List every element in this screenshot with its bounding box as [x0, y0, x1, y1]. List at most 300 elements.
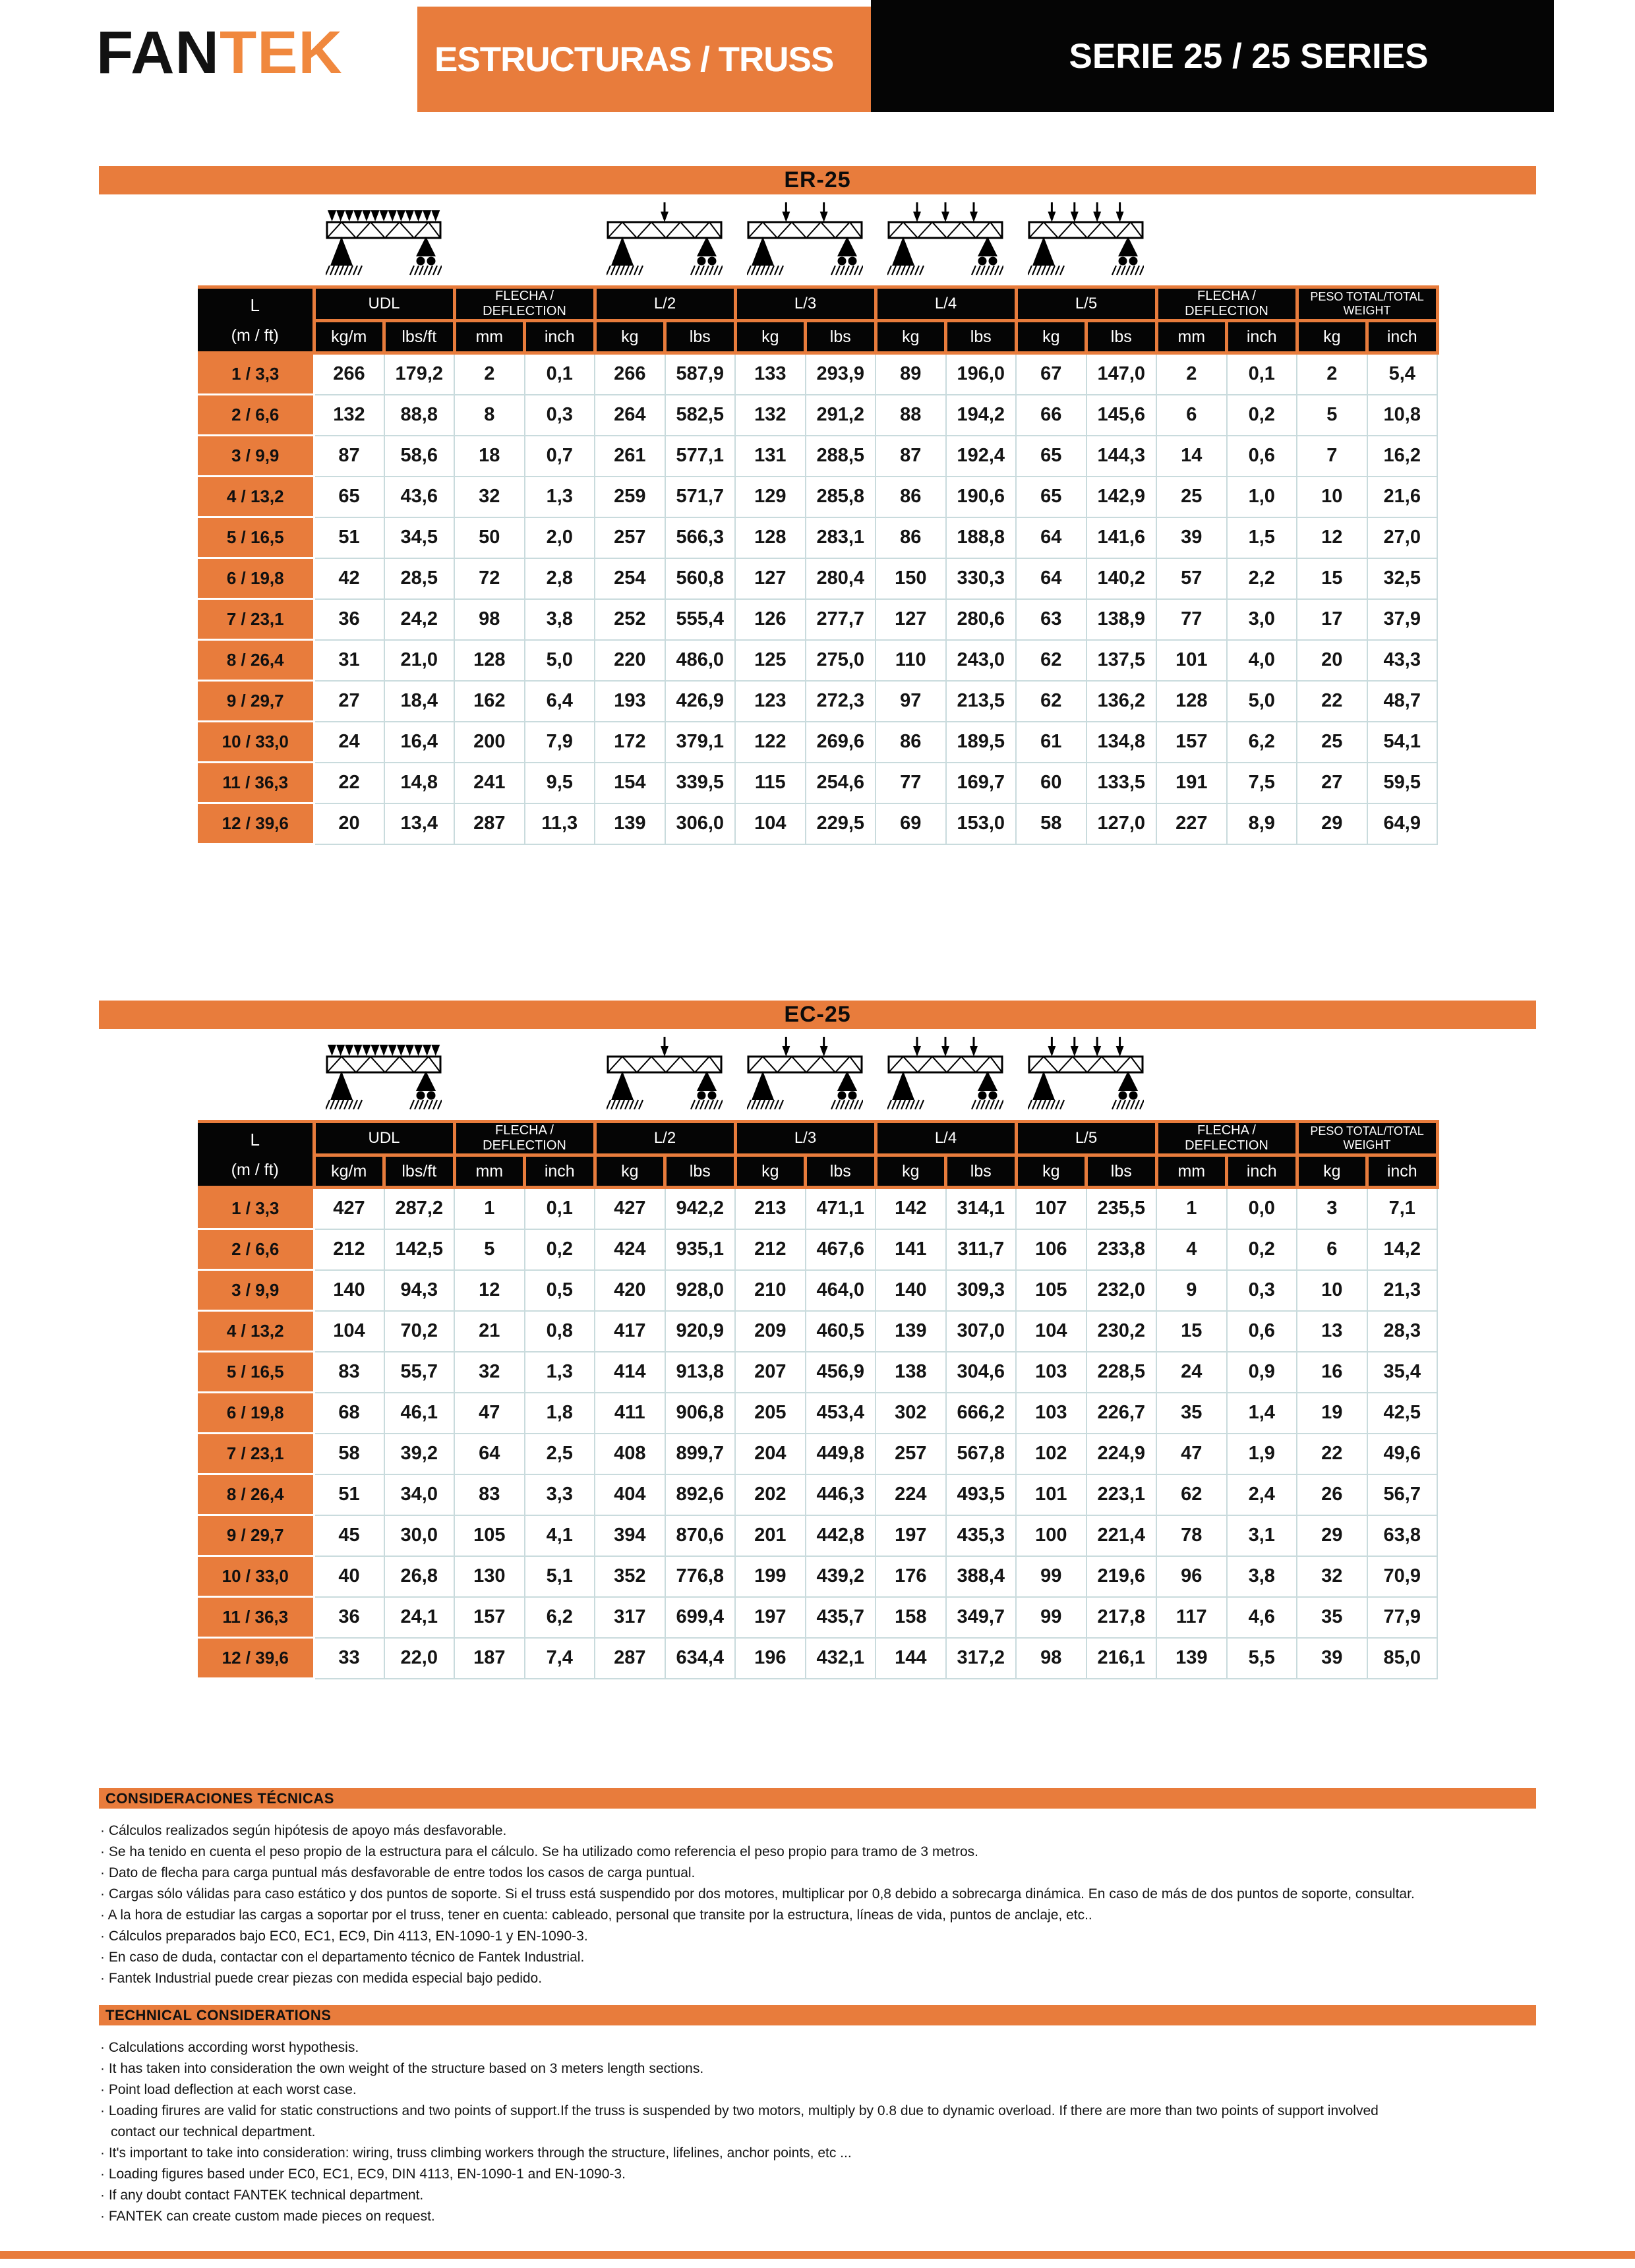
value-cell: 69: [876, 803, 946, 844]
value-cell: 144,3: [1086, 436, 1157, 477]
value-cell: 306,0: [665, 803, 736, 844]
unit-header: kg: [1297, 321, 1367, 353]
value-cell: 302: [876, 1393, 946, 1434]
value-cell: 7,5: [1227, 763, 1297, 803]
value-cell: 104: [735, 803, 806, 844]
value-cell: 935,1: [665, 1229, 736, 1270]
value-cell: 24,1: [384, 1597, 455, 1638]
value-cell: 243,0: [946, 640, 1017, 681]
value-cell: 432,1: [806, 1638, 876, 1679]
value-cell: 199: [735, 1556, 806, 1597]
value-cell: 228,5: [1086, 1352, 1157, 1393]
value-cell: 9,5: [525, 763, 595, 803]
value-cell: 31: [314, 640, 384, 681]
value-cell: 39: [1297, 1638, 1367, 1679]
value-cell: 141: [876, 1229, 946, 1270]
value-cell: 21,3: [1367, 1270, 1438, 1311]
value-cell: 123: [735, 681, 806, 722]
value-cell: 420: [595, 1270, 665, 1311]
value-cell: 388,4: [946, 1556, 1017, 1597]
length-symbol: L: [250, 295, 260, 315]
value-cell: 96: [1156, 1556, 1227, 1597]
er25-title-bar: [99, 166, 1536, 194]
value-cell: 213: [735, 1188, 806, 1229]
length-cell: 1 / 3,3: [198, 1188, 314, 1229]
value-cell: 699,4: [665, 1597, 736, 1638]
value-cell: 424: [595, 1229, 665, 1270]
value-cell: 339,5: [665, 763, 736, 803]
value-cell: 0,1: [1227, 353, 1297, 395]
value-cell: 210: [735, 1270, 806, 1311]
value-cell: 266: [314, 353, 384, 395]
length-cell: 11 / 36,3: [198, 763, 314, 803]
col-group-l5: L/5: [1016, 287, 1156, 321]
table-row: [198, 477, 1437, 517]
value-cell: 287: [595, 1638, 665, 1679]
value-cell: 254,6: [806, 763, 876, 803]
value-cell: 408: [595, 1434, 665, 1474]
value-cell: 20: [1297, 640, 1367, 681]
value-cell: 89: [876, 353, 946, 395]
value-cell: 15: [1156, 1311, 1227, 1352]
value-cell: 275,0: [806, 640, 876, 681]
note-line: · Dato de flecha para carga puntual más desfavorable de entre todos los casos de carga puntual.: [100, 1863, 1536, 1884]
value-cell: 65: [1016, 436, 1086, 477]
value-cell: 291,2: [806, 395, 876, 436]
col-group-l4: L/4: [876, 1122, 1016, 1155]
length-cell: 5 / 16,5: [198, 1352, 314, 1393]
value-cell: 20: [314, 803, 384, 844]
value-cell: 18: [454, 436, 525, 477]
value-cell: 1: [1156, 1188, 1227, 1229]
length-cell: 4 / 13,2: [198, 477, 314, 517]
value-cell: 216,1: [1086, 1638, 1157, 1679]
value-cell: 241: [454, 763, 525, 803]
value-cell: 139: [876, 1311, 946, 1352]
l5-point-load-diagram: [1028, 197, 1144, 284]
value-cell: 154: [595, 763, 665, 803]
value-cell: 25: [1156, 477, 1227, 517]
technical-notes: [99, 1788, 1536, 2243]
value-cell: 2,8: [525, 558, 595, 599]
value-cell: 128: [454, 640, 525, 681]
table-row: [198, 599, 1437, 640]
value-cell: 212: [314, 1229, 384, 1270]
value-cell: 257: [595, 517, 665, 558]
value-cell: 426,9: [665, 681, 736, 722]
value-cell: 446,3: [806, 1474, 876, 1515]
value-cell: 58: [314, 1434, 384, 1474]
note-line: · If any doubt contact FANTEK technical department.: [100, 2185, 1536, 2206]
value-cell: 50: [454, 517, 525, 558]
value-cell: 142: [876, 1188, 946, 1229]
length-units: (m / ft): [231, 1160, 279, 1179]
value-cell: 202: [735, 1474, 806, 1515]
value-cell: 427: [595, 1188, 665, 1229]
value-cell: 19: [1297, 1393, 1367, 1434]
value-cell: 0,6: [1227, 1311, 1297, 1352]
value-cell: 78: [1156, 1515, 1227, 1556]
value-cell: 140: [876, 1270, 946, 1311]
value-cell: 86: [876, 477, 946, 517]
value-cell: 21,0: [384, 640, 455, 681]
value-cell: 22: [314, 763, 384, 803]
value-cell: 920,9: [665, 1311, 736, 1352]
value-cell: 567,8: [946, 1434, 1017, 1474]
value-cell: 157: [454, 1597, 525, 1638]
col-group-udl: UDL: [314, 1122, 454, 1155]
value-cell: 197: [735, 1597, 806, 1638]
value-cell: 87: [314, 436, 384, 477]
l4-point-load-diagram: [887, 197, 1003, 284]
value-cell: 11,3: [525, 803, 595, 844]
value-cell: 27: [1297, 763, 1367, 803]
table-row: [198, 1393, 1437, 1434]
value-cell: 5: [1297, 395, 1367, 436]
unit-header: lbs: [665, 1155, 736, 1188]
value-cell: 288,5: [806, 436, 876, 477]
unit-header: kg: [1016, 321, 1086, 353]
value-cell: 213,5: [946, 681, 1017, 722]
length-cell: 3 / 9,9: [198, 436, 314, 477]
col-group-deflection-1: FLECHA / DEFLECTION: [454, 287, 595, 321]
value-cell: 6,2: [1227, 722, 1297, 763]
unit-header: kg: [1016, 1155, 1086, 1188]
value-cell: 54,1: [1367, 722, 1438, 763]
value-cell: 464,0: [806, 1270, 876, 1311]
value-cell: 226,7: [1086, 1393, 1157, 1434]
value-cell: 7,1: [1367, 1188, 1438, 1229]
value-cell: 94,3: [384, 1270, 455, 1311]
value-cell: 47: [454, 1393, 525, 1434]
value-cell: 187: [454, 1638, 525, 1679]
unit-header: mm: [1156, 1155, 1227, 1188]
value-cell: 4,1: [525, 1515, 595, 1556]
value-cell: 97: [876, 681, 946, 722]
length-cell: 11 / 36,3: [198, 1597, 314, 1638]
footer-accent-bar: [0, 2251, 1635, 2259]
value-cell: 277,7: [806, 599, 876, 640]
value-cell: 201: [735, 1515, 806, 1556]
value-cell: 158: [876, 1597, 946, 1638]
value-cell: 5,0: [1227, 681, 1297, 722]
value-cell: 666,2: [946, 1393, 1017, 1434]
value-cell: 285,8: [806, 477, 876, 517]
note-line: · Se ha tenido en cuenta el peso propio de la estructura para el cálculo. Se ha utilizado como referencia el peso propio para tramo de 3 metros.: [100, 1842, 1536, 1863]
value-cell: 220: [595, 640, 665, 681]
notes-es-title-bar: [99, 1788, 1536, 1809]
value-cell: 157: [1156, 722, 1227, 763]
value-cell: 6: [1297, 1229, 1367, 1270]
value-cell: 32,5: [1367, 558, 1438, 599]
value-cell: 287,2: [384, 1188, 455, 1229]
value-cell: 261: [595, 436, 665, 477]
value-cell: 16: [1297, 1352, 1367, 1393]
value-cell: 264: [595, 395, 665, 436]
unit-header: lbs: [946, 1155, 1017, 1188]
er25-section: [99, 166, 1536, 845]
value-cell: 144: [876, 1638, 946, 1679]
value-cell: 68: [314, 1393, 384, 1434]
value-cell: 7,9: [525, 722, 595, 763]
value-cell: 223,1: [1086, 1474, 1157, 1515]
value-cell: 427: [314, 1188, 384, 1229]
value-cell: 25: [1297, 722, 1367, 763]
value-cell: 254: [595, 558, 665, 599]
value-cell: 471,1: [806, 1188, 876, 1229]
value-cell: 266: [595, 353, 665, 395]
value-cell: 2: [1156, 353, 1227, 395]
note-line: · Calculations according worst hypothesis.: [100, 2037, 1536, 2058]
value-cell: 72: [454, 558, 525, 599]
value-cell: 64: [1016, 517, 1086, 558]
value-cell: 0,1: [525, 1188, 595, 1229]
value-cell: 560,8: [665, 558, 736, 599]
value-cell: 634,4: [665, 1638, 736, 1679]
value-cell: 0,8: [525, 1311, 595, 1352]
unit-header: lbs: [806, 1155, 876, 1188]
length-cell: 4 / 13,2: [198, 1311, 314, 1352]
value-cell: 582,5: [665, 395, 736, 436]
value-cell: 207: [735, 1352, 806, 1393]
length-cell: 3 / 9,9: [198, 1270, 314, 1311]
value-cell: 22,0: [384, 1638, 455, 1679]
value-cell: 147,0: [1086, 353, 1157, 395]
value-cell: 217,8: [1086, 1597, 1157, 1638]
value-cell: 27: [314, 681, 384, 722]
value-cell: 0,2: [525, 1229, 595, 1270]
value-cell: 26: [1297, 1474, 1367, 1515]
value-cell: 317: [595, 1597, 665, 1638]
value-cell: 16,2: [1367, 436, 1438, 477]
value-cell: 13: [1297, 1311, 1367, 1352]
value-cell: 51: [314, 517, 384, 558]
value-cell: 7: [1297, 436, 1367, 477]
value-cell: 55,7: [384, 1352, 455, 1393]
value-cell: 6,4: [525, 681, 595, 722]
value-cell: 311,7: [946, 1229, 1017, 1270]
length-cell: 6 / 19,8: [198, 558, 314, 599]
value-cell: 404: [595, 1474, 665, 1515]
value-cell: 12: [454, 1270, 525, 1311]
unit-header: kg/m: [314, 321, 384, 353]
value-cell: 137,5: [1086, 640, 1157, 681]
note-line: · Loading firures are valid for static constructions and two points of support.If the truss is suspended by two motors, multiply by 0.8 due to dynamic overload. If there are more than two points of support involved: [100, 2101, 1536, 2122]
value-cell: 126: [735, 599, 806, 640]
table-row: [198, 1270, 1437, 1311]
value-cell: 1,8: [525, 1393, 595, 1434]
l5-point-load-diagram: [1028, 1032, 1144, 1119]
value-cell: 105: [1016, 1270, 1086, 1311]
value-cell: 196,0: [946, 353, 1017, 395]
value-cell: 0,6: [1227, 436, 1297, 477]
value-cell: 42,5: [1367, 1393, 1438, 1434]
value-cell: 179,2: [384, 353, 455, 395]
unit-header: inch: [1227, 321, 1297, 353]
value-cell: 942,2: [665, 1188, 736, 1229]
note-line: · En caso de duda, contactar con el departamento técnico de Fantek Industrial.: [100, 1947, 1536, 1968]
value-cell: 136,2: [1086, 681, 1157, 722]
value-cell: 309,3: [946, 1270, 1017, 1311]
length-cell: 8 / 26,4: [198, 1474, 314, 1515]
value-cell: 34,0: [384, 1474, 455, 1515]
value-cell: 212: [735, 1229, 806, 1270]
value-cell: 35: [1297, 1597, 1367, 1638]
value-cell: 59,5: [1367, 763, 1438, 803]
l2-point-load-diagram: [607, 1032, 723, 1119]
note-line: · A la hora de estudiar las cargas a soportar por el truss, tener en cuenta: cableado, personal que transite por la estructura, líneas de vida, puntos de anclaje, etc..: [100, 1905, 1536, 1926]
value-cell: 227: [1156, 803, 1227, 844]
length-cell: 5 / 16,5: [198, 517, 314, 558]
value-cell: 0,5: [525, 1270, 595, 1311]
value-cell: 26,8: [384, 1556, 455, 1597]
value-cell: 107: [1016, 1188, 1086, 1229]
value-cell: 29: [1297, 803, 1367, 844]
unit-header: kg: [876, 1155, 946, 1188]
value-cell: 36: [314, 599, 384, 640]
value-cell: 142,9: [1086, 477, 1157, 517]
value-cell: 379,1: [665, 722, 736, 763]
value-cell: 35: [1156, 1393, 1227, 1434]
value-cell: 115: [735, 763, 806, 803]
category-title: ESTRUCTURAS / TRUSS: [434, 40, 834, 79]
value-cell: 280,4: [806, 558, 876, 599]
value-cell: 28,5: [384, 558, 455, 599]
value-cell: 192,4: [946, 436, 1017, 477]
col-group-deflection-2: FLECHA / DEFLECTION: [1156, 287, 1297, 321]
value-cell: 141,6: [1086, 517, 1157, 558]
value-cell: 86: [876, 517, 946, 558]
unit-header: lbs: [1086, 1155, 1157, 1188]
value-cell: 352: [595, 1556, 665, 1597]
value-cell: 8,9: [1227, 803, 1297, 844]
unit-header: kg: [1297, 1155, 1367, 1188]
value-cell: 1,9: [1227, 1434, 1297, 1474]
value-cell: 205: [735, 1393, 806, 1434]
value-cell: 1,5: [1227, 517, 1297, 558]
value-cell: 83: [314, 1352, 384, 1393]
fantek-logo: [96, 19, 343, 86]
value-cell: 307,0: [946, 1311, 1017, 1352]
value-cell: 60: [1016, 763, 1086, 803]
unit-header: lbs: [1086, 321, 1157, 353]
value-cell: 39,2: [384, 1434, 455, 1474]
value-cell: 17: [1297, 599, 1367, 640]
col-group-total-weight: PESO TOTAL/TOTAL WEIGHT: [1297, 287, 1437, 321]
notes-en-title-bar: [99, 2005, 1536, 2025]
value-cell: 571,7: [665, 477, 736, 517]
value-cell: 45: [314, 1515, 384, 1556]
note-line: · Point load deflection at each worst case.: [100, 2079, 1536, 2101]
value-cell: 58: [1016, 803, 1086, 844]
value-cell: 21,6: [1367, 477, 1438, 517]
value-cell: 456,9: [806, 1352, 876, 1393]
value-cell: 5,5: [1227, 1638, 1297, 1679]
value-cell: 134,8: [1086, 722, 1157, 763]
value-cell: 125: [735, 640, 806, 681]
table-row: [198, 1597, 1437, 1638]
value-cell: 10: [1297, 1270, 1367, 1311]
value-cell: 21: [454, 1311, 525, 1352]
unit-header: kg/m: [314, 1155, 384, 1188]
value-cell: 176: [876, 1556, 946, 1597]
value-cell: 3,3: [525, 1474, 595, 1515]
value-cell: 194,2: [946, 395, 1017, 436]
value-cell: 103: [1016, 1352, 1086, 1393]
value-cell: 24: [314, 722, 384, 763]
value-cell: 62: [1016, 681, 1086, 722]
value-cell: 63: [1016, 599, 1086, 640]
table-row: [198, 681, 1437, 722]
value-cell: 417: [595, 1311, 665, 1352]
value-cell: 58,6: [384, 436, 455, 477]
value-cell: 224: [876, 1474, 946, 1515]
value-cell: 892,6: [665, 1474, 736, 1515]
value-cell: 6,2: [525, 1597, 595, 1638]
value-cell: 32: [1297, 1556, 1367, 1597]
unit-header: inch: [525, 1155, 595, 1188]
value-cell: 4: [1156, 1229, 1227, 1270]
unit-header: kg: [595, 321, 665, 353]
units-row: [198, 1155, 1437, 1188]
value-cell: 117: [1156, 1597, 1227, 1638]
unit-header: kg: [735, 321, 806, 353]
table-row: [198, 640, 1437, 681]
length-cell: 2 / 6,6: [198, 1229, 314, 1270]
value-cell: 566,3: [665, 517, 736, 558]
value-cell: 252: [595, 599, 665, 640]
value-cell: 259: [595, 477, 665, 517]
note-line: · Loading figures based under EC0, EC1, EC9, DIN 4113, EN-1090-1 and EN-1090-3.: [100, 2164, 1536, 2185]
value-cell: 12: [1297, 517, 1367, 558]
series-title: SERIE 25 / 25 SERIES: [1069, 36, 1429, 76]
value-cell: 110: [876, 640, 946, 681]
value-cell: 435,7: [806, 1597, 876, 1638]
value-cell: 30,0: [384, 1515, 455, 1556]
value-cell: 870,6: [665, 1515, 736, 1556]
value-cell: 99: [1016, 1556, 1086, 1597]
value-cell: 142,5: [384, 1229, 455, 1270]
value-cell: 1,0: [1227, 477, 1297, 517]
value-cell: 2,5: [525, 1434, 595, 1474]
table-row: [198, 1188, 1437, 1229]
length-cell: 9 / 29,7: [198, 1515, 314, 1556]
notes-en-list: [100, 2037, 1536, 2227]
length-cell: 12 / 39,6: [198, 803, 314, 844]
value-cell: 0,9: [1227, 1352, 1297, 1393]
value-cell: 283,1: [806, 517, 876, 558]
note-line: · Cálculos preparados bajo EC0, EC1, EC9, Din 4113, EN-1090-1 y EN-1090-3.: [100, 1926, 1536, 1947]
value-cell: 191: [1156, 763, 1227, 803]
table-row: [198, 1515, 1437, 1556]
value-cell: 145,6: [1086, 395, 1157, 436]
value-cell: 453,4: [806, 1393, 876, 1434]
value-cell: 140: [314, 1270, 384, 1311]
length-cell: 10 / 33,0: [198, 1556, 314, 1597]
value-cell: 269,6: [806, 722, 876, 763]
value-cell: 10: [1297, 477, 1367, 517]
value-cell: 435,3: [946, 1515, 1017, 1556]
table-row: [198, 1638, 1437, 1679]
unit-header: kg: [735, 1155, 806, 1188]
value-cell: 133,5: [1086, 763, 1157, 803]
value-cell: 131: [735, 436, 806, 477]
ec25-load-table: [198, 1120, 1439, 1679]
value-cell: 197: [876, 1515, 946, 1556]
value-cell: 40: [314, 1556, 384, 1597]
value-cell: 67: [1016, 353, 1086, 395]
value-cell: 776,8: [665, 1556, 736, 1597]
